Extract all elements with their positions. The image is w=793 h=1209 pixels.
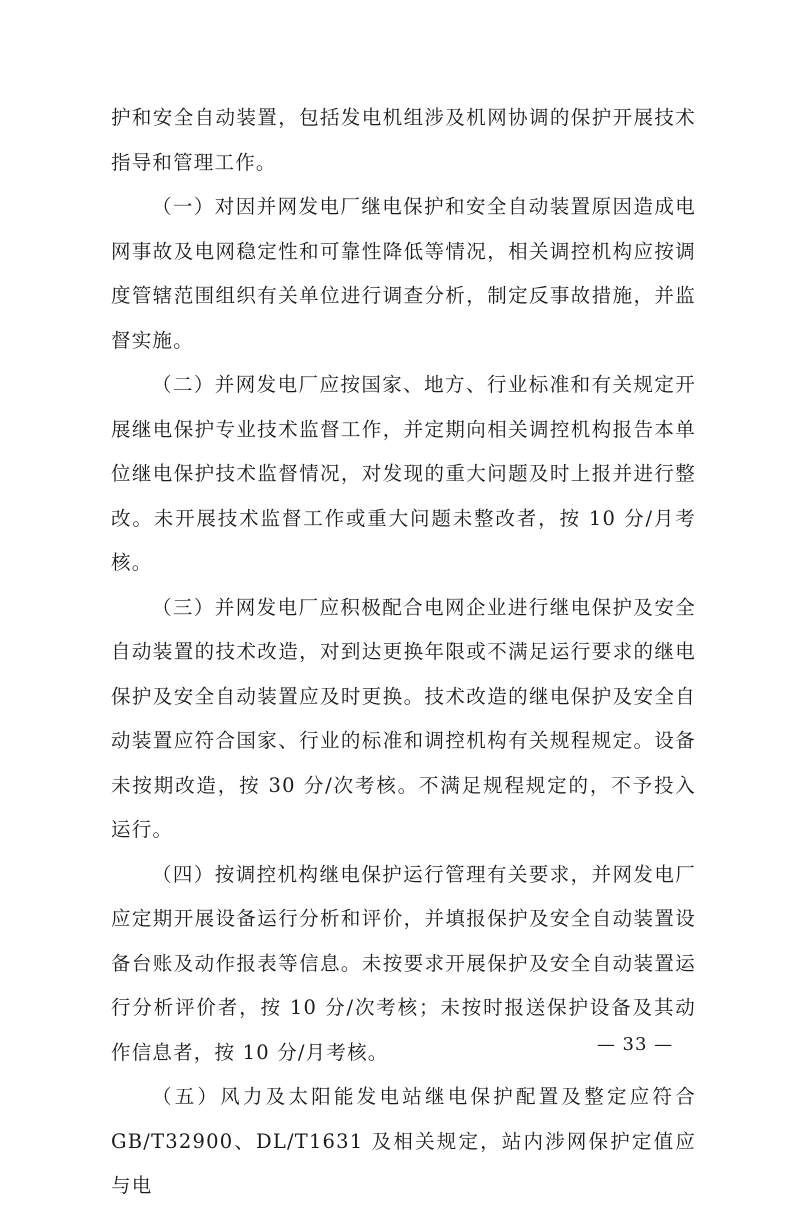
- paragraph-item-3: （三）并网发电厂应积极配合电网企业进行继电保护及安全自动装置的技术改造，对到达更换年限或不满足运行要求的继电保护及安全自动装置应及时更换。技术改造的继电保护及安全自动装置应符合国家、行业的标准和调控机构有关规程规定。设备未按期改造，按 30 分/次考核。不满足规程规定的，不予投入运行。: [111, 595, 696, 841]
- page-number: — 33 —: [596, 1034, 674, 1055]
- paragraph-item-4: （四）按调控机构继电保护运行管理有关要求，并网发电厂应定期开展设备运行分析和评价，并填报保护及安全自动装置设备台账及动作报表等信息。未按要求开展保护及安全自动装置运行分析评价者，按 10 分/次考核；未按时报送保护设备及其动作信息者，按 10 分/月考核。: [111, 862, 696, 1064]
- paragraph-item-5: （五）风力及太阳能发电站继电保护配置及整定应符合 GB/T32900、DL/T1631 及相关规定，站内涉网保护定值应与电: [111, 1085, 696, 1197]
- paragraph-item-2: （二）并网发电厂应按国家、地方、行业标准和有关规定开展继电保护专业技术监督工作，并定期向相关调控机构报告本单位继电保护技术监督情况，对发现的重大问题及时上报并进行整改。未开展技术监督工作或重大问题未整改者，按 10 分/月考核。: [111, 373, 696, 574]
- paragraph-item-1: （一）对因并网发电厂继电保护和安全自动装置原因造成电网事故及电网稳定性和可靠性降低等情况，相关调控机构应按调度管辖范围组织有关单位进行调查分析，制定反事故措施，并监督实施。: [111, 195, 696, 352]
- paragraph-continuation: 护和安全自动装置，包括发电机组涉及机网协调的保护开展技术指导和管理工作。: [111, 106, 696, 174]
